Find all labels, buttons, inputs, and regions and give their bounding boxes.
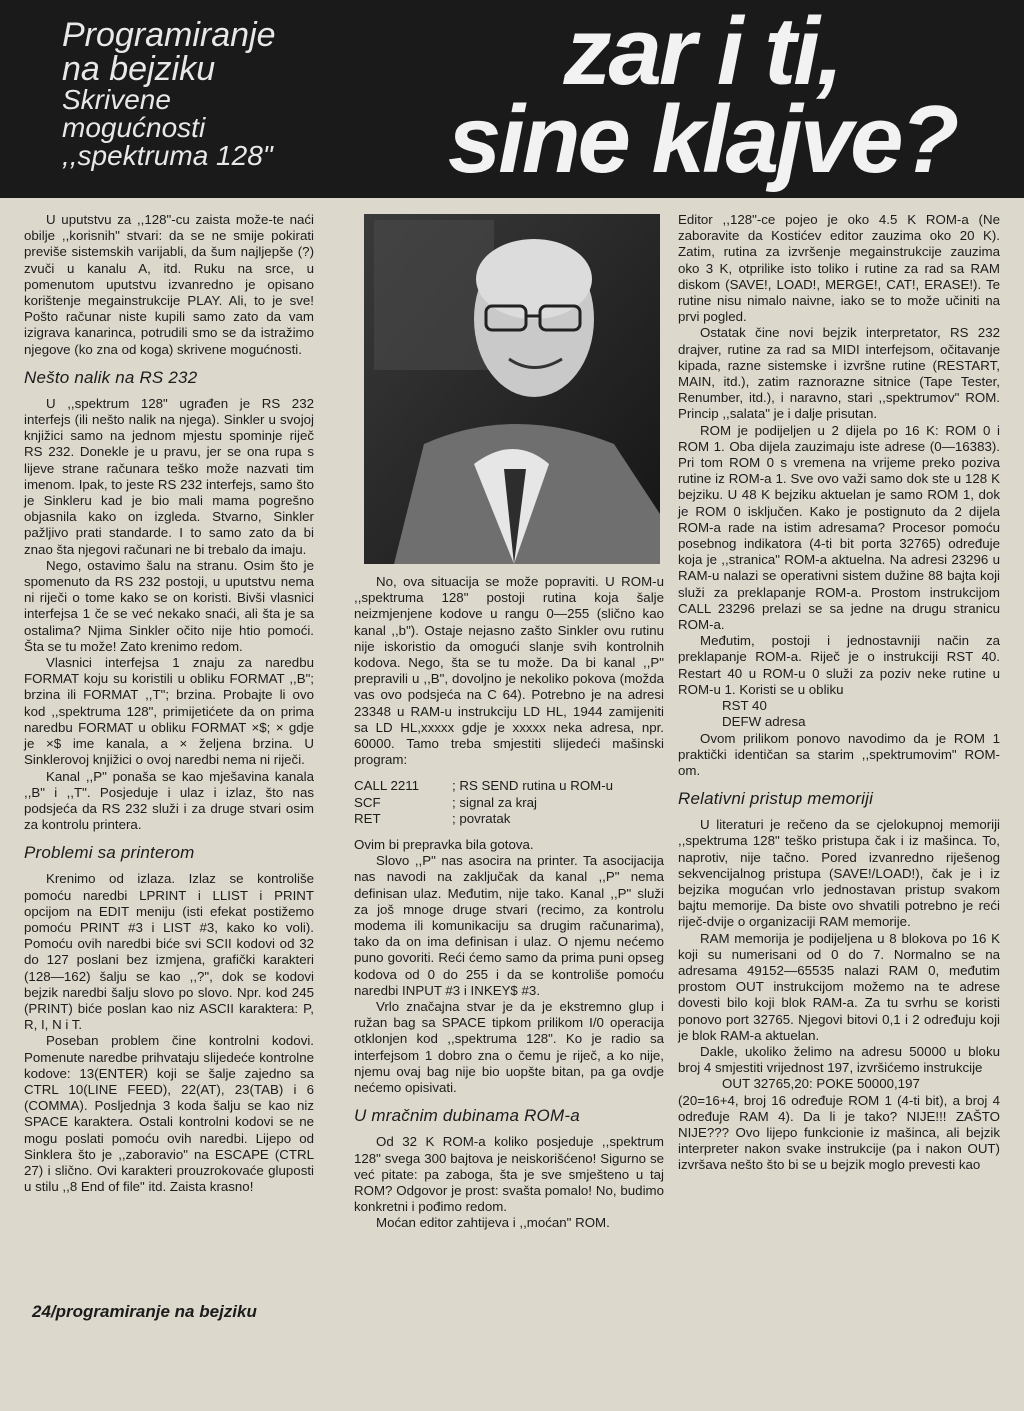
paragraph: Međutim, postoji i jednostavniji način za preklapanje ROM-a. Riječ je o instrukciji RST 40. Restart 40 u ROM-u 0 služi za poziv neke rutine u ROM-u 1. Koristi se u obliku — [678, 633, 1000, 697]
paragraph: Ovim bi prepravka bila gotova. — [354, 837, 534, 853]
subheading-rom: U mračnim dubinama ROM-a — [354, 1106, 580, 1126]
paragraph: Od 32 K ROM-a koliko posjeduje ,,spektrum 128" svega 300 bajtova je neiskorišćeno! Sigurno se već pitate: pa zaboga, šta je sve smješteno u taj ROM? Odgovor je prost: svašta pomalo! No, budimo konkretni i pođimo redom. — [354, 1134, 664, 1215]
paragraph: Moćan editor zahtijeva i ,,moćan" ROM. — [376, 1215, 610, 1231]
paragraph: U literaturi je rečeno da se cjelokupnoj memoriji ,,spektruma 128" teško pristupa čak i iz mašinca. To, naprotiv, nije tačno. Pored izvanredno riješenog sekvencijalnog pristupa (SAVE!/LOAD!), čak je i iz bejzika mogućan vrlo jednostavan pristup svakom bajtu memorije. Da biste ovo shvatili potrebno je reći riječ-dvije o organizaciji RAM memorije. — [678, 817, 1000, 930]
paragraph: Kanal ,,P" ponaša se kao mješavina kanala ,,B" i ,,T". Posjeduje i ulaz i izlaz, što nas podsjeća da RS 232 služi i za druge stvari osim za kontrolu printera. — [24, 768, 314, 833]
page-footer: 24/programiranje na bejziku — [32, 1302, 257, 1321]
code-comment: ; RS SEND rutina u ROM-u — [452, 778, 614, 794]
code-comment: ; povratak — [452, 810, 511, 826]
article-headline — [382, 0, 1022, 193]
code-row — [354, 811, 664, 827]
column-2 — [354, 574, 664, 1232]
headline-line-1: zar i ti, — [563, 0, 841, 105]
paragraph: Vlasnici interfejsa 1 znaju za naredbu FORMAT koju su koristili u obliku FORMAT ,,B"; brzina ili FORMAT ,,T"; brzina. Probajte li ovo kod ,,spektruma 128", primijetićete da on prima naredbu FORMAT u obliku FORMAT ×$; × gdje je ×$ ime kanala, a × željena brzina. U Sinklerovoj knjižici o ovoj naredbi nema ni riječi. — [24, 655, 314, 768]
paragraph: Vrlo značajna stvar je da je ekstremno glup i ružan bag sa SPACE tipkom prilikom I/0 operacija otklonjen kod ,,spektruma 128". Ko je radio sa interfejsom 1 dobro zna o čemu je riječ, a ko nije, njemu ovaj bag nije bio uopšte bitan, pa ga ovdje nećemo opisivati. — [354, 999, 664, 1096]
code-listing — [354, 778, 664, 827]
portrait-illustration — [364, 214, 660, 564]
paragraph: Poseban problem čine kontrolni kodovi. Pomenute naredbe prihvataju slijedeće kontrolne kodove: 13(ENTER) koji se šalje zajedno sa CTRL 10(LINE FEED), 22(AT), 23(TAB) i 6 (COMMA). Posljednja 3 koda šalju se kao niz SPACE karaktera. Ostali kontrolni kodovi se ne mogu poslati pomoću ovih naredbi. Lijepo od Sinklera što je ,,zaboravio" na ESCAPE (CTRL 27) i slično. Ovi karakteri prouzrokovaće gluposti u stilu ,,8 End of file" itd. Zaista krasno! — [24, 1033, 314, 1195]
code-row — [354, 778, 664, 794]
paragraph: Nego, ostavimo šalu na stranu. Osim što je spomenuto da RS 232 postoji, u uputstvu nema ni riječi o tome kako se on koristi. Bivši vlasnici interfejsa 1 če se već nekako snaći, ali šta je sa ostalima? Njima Sinkler očito nije htio pomoći. Šta se tu može! Zato krenimo redom. — [24, 557, 314, 654]
headline-line-2: sine klajve? — [447, 86, 957, 193]
subheading-memory: Relativni pristup memoriji — [678, 789, 874, 809]
code-line: DEFW adresa — [722, 714, 806, 730]
paragraph: Ovom prilikom ponovo navodimo da je ROM 1 praktički identičan sa starim ,,spektrumovim" ROM-om. — [678, 730, 1000, 778]
kicker-sub-2: mogućnosti — [62, 112, 206, 143]
kicker-line-1: Programiranje — [62, 16, 276, 54]
paragraph: Editor ,,128"-ce pojeo je oko 4.5 K ROM-a (Ne zaboravite da Kostićev editor zauzima oko 20 K). Zatim, rutina za izvršenje megainstrukcije zauzima oko 3 K, otprilike isto toliko i rutine za rad sa RAM diskom (SAVE!, LOAD!, MERGE!, CAT!, ERASE!). Te rutine nisu nimalo naivne, iako se to može učiniti na prvi pogled. — [678, 212, 1000, 325]
column-1 — [24, 212, 314, 1195]
code-instruction: RET — [354, 810, 381, 826]
title-banner — [0, 0, 1024, 198]
code-comment: ; signal za kraj — [452, 794, 537, 810]
paragraph: Krenimo od izlaza. Izlaz se kontroliše pomoću naredbi LPRINT i LLIST i PRINT opcijom na EDIT meniju (isti efekat postižemo pomoću PRINT #3 i LIST #3, kako ko voli). Pomoću ovih naredbi biće svi SCII kodovi od 32 do 127 poslani bez izmjena, grafički karakteri (128—162) šalju se kao ,,?", dok se kodovi bejzik naredbi šalju slovo po slovo. Npr. kod 245 (PRINT) biće poslan kao niz ASCII karaktera: P, R, I, N i T. — [24, 871, 314, 1033]
portrait-photo — [364, 214, 660, 564]
code-instruction: CALL 2211 — [354, 778, 420, 794]
intro-paragraph: U uputstvu za ,,128"-cu zaista može-te naći obilje ,,korisnih" stvari: da se ne smije pokirati previše sistemskih varijabli, da šum najljepše (?) zvuči u kanalu A, itd. Ruku na srce, u pomenutom uputstvu izvanredno je opisano korištenje megainstrukcije PLAY. Ali, to je sve! Pošto računar niste kupili samo zato da vam izigrava kanarinca, potrudili smo se da istražimo njegove (ko zna od koga) skrivene mogućnosti. — [24, 212, 314, 357]
subheading-printer: Problemi sa printerom — [24, 843, 195, 863]
paragraph: ROM je podijeljen u 2 dijela po 16 K: ROM 0 i ROM 1. Oba dijela zauzimaju iste adrese (0—16383). Pri tom ROM 0 s vremena na vrijeme preko poziva rutine iz ROM-a 1. Sve ovo važi samo dok ste u 128 K bejziku. U 48 K bejziku aktuelan je samo ROM 1, dok je ROM 0 isključen. Kako je postignuto da 2 dijela ROM-a rade na istim adresama? Procesor pomoću posebnog indikatora (4-ti bit porta 32765) određuje koja je ,,stranica" ROM-a aktuelna. Na adresi 23296 u RAM-u nalazi se operativni sistem dužine 88 bajta koji služi za preklapanje ROM-a. Prostom instrukcijom CALL 23296 prelazi se sa jedne na drugu stranicu ROM-a. — [678, 422, 1000, 633]
subheading-rs232: Nešto nalik na RS 232 — [24, 367, 198, 387]
column-3 — [678, 212, 1000, 1174]
section-kicker — [62, 18, 362, 170]
kicker-sub-1: Skrivene — [62, 84, 171, 115]
paragraph: RAM memorija je podijeljena u 8 blokova po 16 K koji su numerisani od 0 do 7. Normalno se na adresama 49152—65535 nalazi RAM 0, međutim prostom OUT instrukcijom možemo na te adrese dovesti bilo koji blok RAM-a. Za tu svrhu se koristi ponovo port 32765. Njegovi bitovi 0,1 i 2 određuju koji je blok RAM-a aktuelan. — [678, 930, 1000, 1043]
paragraph: No, ova situacija se može popraviti. U ROM-u ,,spektruma 128" postoji rutina koja šalje neizmjenjene kodove u rangu 0—255 (slično kao kanal ,,b"). Ostaje nejasno zašto Sinkler ovu rutinu nije iskoristio da omogući slanje svih kontrolnih kodova. Nego, šta se tu može. Da bi kanal ,,P" prepravili u ,,B", dovoljno je nekoliko pokova (možda vas ovo podsjeća na C 64). Potrebno je na adresi 23348 u RAM-u instrukciju LD HL, 1944 zamijeniti sa LD HL,xxxxx gdje je xxxxx neka adresa, npr. 60000. Tamo treba smjestiti slijedeći mašinski program: — [354, 574, 664, 768]
paragraph: U ,,spektrum 128" ugrađen je RS 232 interfejs (ili nešto nalik na njega). Sinkler u svojoj knjižici samo na jednom mjestu spominje riječ RS 232. Donekle je u pravu, jer se ona rupa s lijeve strane računara teško može nazvati tim imenom. Ipak, to jeste RS 232 interfejs, samo što je Sinkleru kad je bio mali mama pogrešno objasnila kako on izgleda. Stvarno, Sinkler pažljivo prati standarde. I to samo zato da bi znao šta njegovi računari ne bi trebalo da imaju. — [24, 395, 314, 557]
paragraph: Dakle, ukoliko želimo na adresu 50000 u bloku broj 4 smjestiti vrijednost 197, izvršićemo instrukcije — [678, 1043, 1000, 1076]
code-line: OUT 32765,20: POKE 50000,197 — [722, 1076, 920, 1092]
kicker-sub-3: ,,spektruma 128" — [62, 140, 273, 171]
paragraph: Ostatak čine novi bejzik interpretator, RS 232 drajver, rutine za rad sa MIDI interfejsom, očitavanje kipada, razne sistemske i izvršne rutine (RESTART, MAIN, itd.), zatim raznorazne sitnice (Tape Tester, Renumber, itd.), i naravno, stari ,,spektrumov" ROM. Princip ,,salata" je i dalje prisutan. — [678, 325, 1000, 422]
paragraph: Slovo ,,P" nas asocira na printer. Ta asocijacija nas navodi na zaključak da kanal ,,P" nema definisan ulaz. Međutim, nije tako. Kanal ,,P" služi za još mnoge druge stvari (recimo, za kontrolu modema ili komunikaciju sa drugim računarima), tako da on ima definisan i ulaz. O njemu nećemo puno govoriti. Reći ćemo samo da prima puni opseg kodova od 0 do 255 i da se kontroliše pomoću naredbi INPUT #3 i INKEY$ #3. — [354, 853, 664, 998]
code-row — [354, 795, 664, 811]
code-instruction: SCF — [354, 794, 381, 810]
code-line: RST 40 — [722, 698, 767, 714]
paragraph: (20=16+4, broj 16 određuje ROM 1 (4-ti bit), a broj 4 određuje RAM 4). Da li je tako? NIJE!!! ZAŠTO NIJE??? Ovo lijepo funkcionie iz mašinca, ali bejzik interpreter nakon svake instrukcije (pa i nakon OUT) izvršava nešto što bi se u bejzik moglo prevesti kao — [678, 1092, 1000, 1173]
kicker-line-2: na bejziku — [62, 50, 216, 88]
